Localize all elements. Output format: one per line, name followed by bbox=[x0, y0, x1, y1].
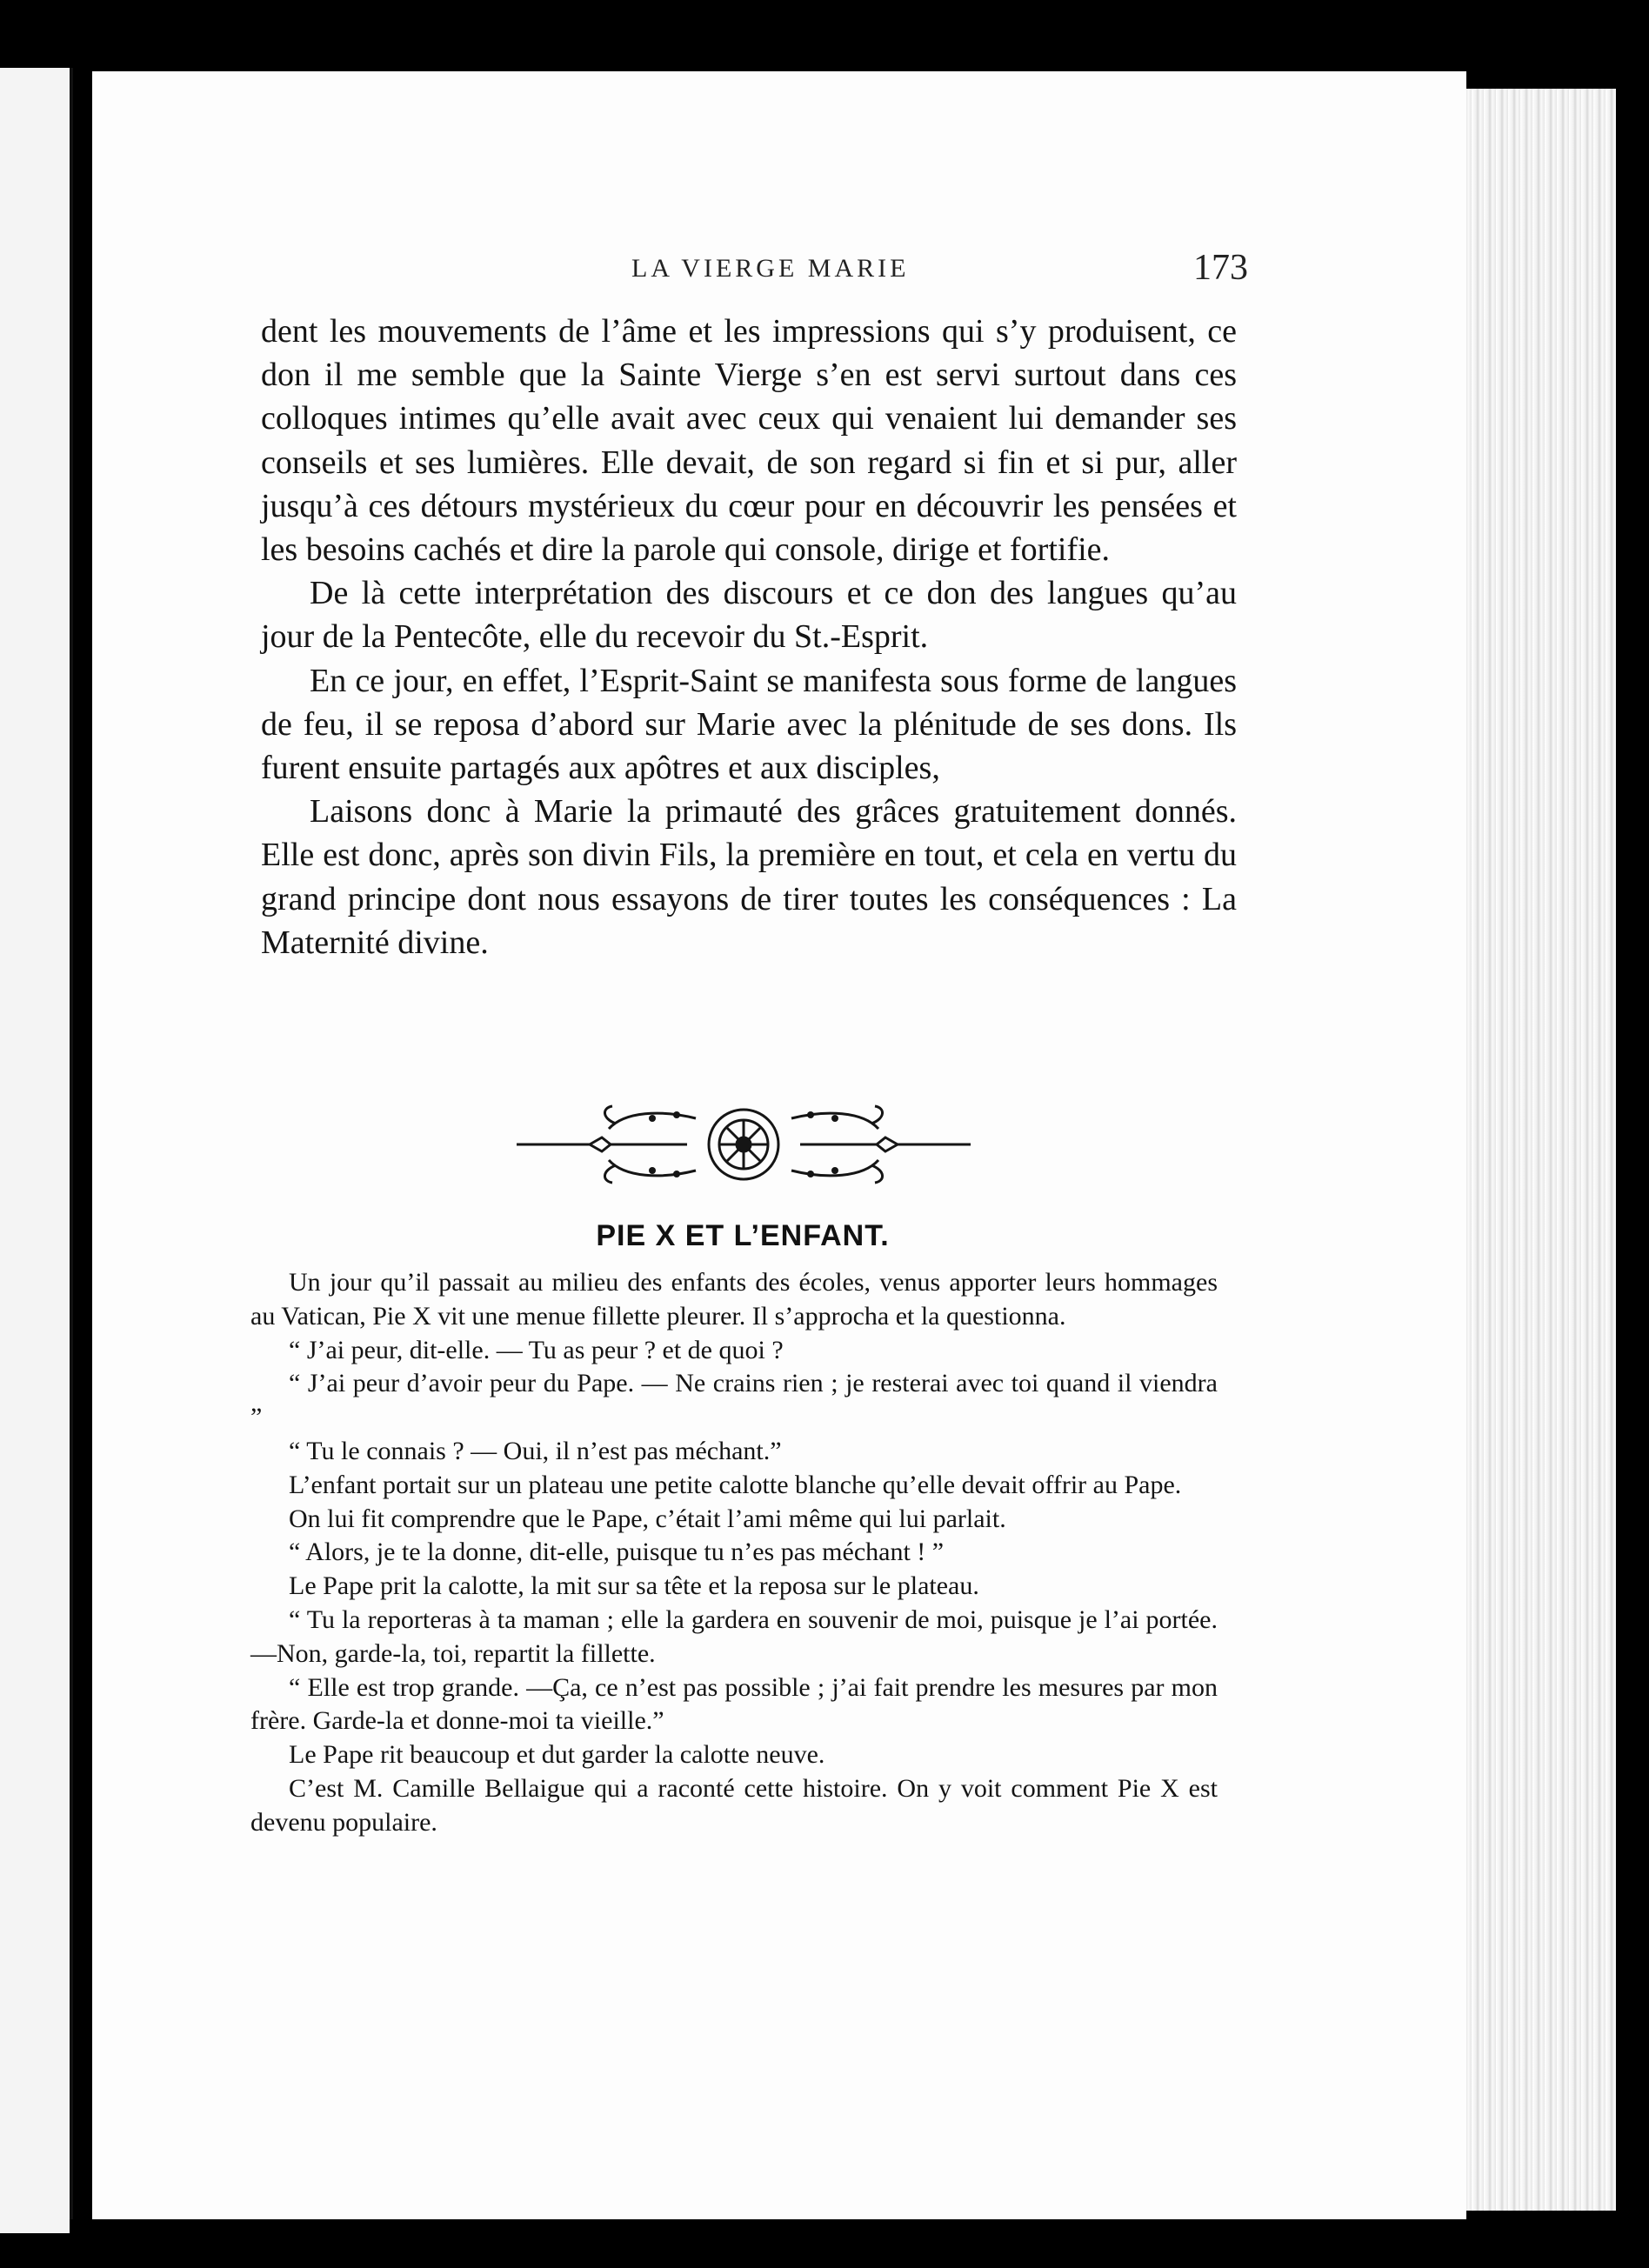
anecdote-paragraph-9: “ Tu la reporteras à ta maman ; elle la gardera en souvenir de moi, puisque je l’ai portée. —Non, garde-la, toi, repartit la fillette. bbox=[250, 1604, 1218, 1668]
body-paragraph-4: Laisons donc à Marie la primauté des grâces gratuitement donnés. Elle est donc, après son divin Fils, la première en tout, et cela en vertu du grand principe dont nous essayons de tirer toutes les conséquences : La Maternité divine. bbox=[261, 793, 1237, 961]
anecdote-paragraph-11: Le Pape rit beaucoup et dut garder la calotte neuve. bbox=[289, 1740, 825, 1770]
fleuron-ornament bbox=[513, 1097, 974, 1191]
page-number: 173 bbox=[1193, 248, 1248, 288]
section-title: PIE X ET L’ENFANT. bbox=[596, 1219, 890, 1252]
body-paragraph-3: En ce jour, en effet, l’Esprit-Saint se manifesta sous forme de langues de feu, il se reposa d’abord sur Marie avec la plénitude de ses dons. Ils furent ensuite partagés aux apôtres et aux disciples, bbox=[261, 662, 1237, 787]
anecdote-paragraph-10: “ Elle est trop grande. —Ça, ce n’est pas possible ; j’ai fait prendre les mesures par mon frère. Garde-la et donne-moi ta vieille.” bbox=[250, 1672, 1218, 1736]
running-head: LA VIERGE MARIE bbox=[631, 254, 910, 283]
anecdote-paragraph-12: C’est M. Camille Bellaigue qui a raconté cette histoire. On y voit comment Pie X est devenu populaire. bbox=[250, 1773, 1218, 1837]
body-paragraph-2: De là cette interprétation des discours et ce don des langues qu’au jour de la Pentecôte, elle du recevoir du St.-Esprit. bbox=[261, 575, 1237, 656]
anecdote-paragraph-3: “ J’ai peur d’avoir peur du Pape. — Ne crains rien ; je resterai avec toi quand il viendra ” bbox=[250, 1369, 1218, 1432]
anecdote-paragraph-1: Un jour qu’il passait au milieu des enfants des écoles, venus apporter leurs hommages au Vatican, Pie X vit une menue fillette pleurer. Il s’approcha et la questionna. bbox=[250, 1268, 1218, 1331]
anecdote-paragraph-8: Le Pape prit la calotte, la mit sur sa tête et la reposa sur le plateau. bbox=[289, 1571, 979, 1601]
page-stack-edges bbox=[1458, 89, 1616, 2211]
left-page-edge bbox=[0, 68, 73, 2233]
scan-bottom-edge bbox=[70, 2219, 1635, 2268]
anecdote-paragraph-4: “ Tu le connais ? — Oui, il n’est pas méchant.” bbox=[289, 1436, 782, 1465]
main-text bbox=[261, 310, 1237, 964]
anecdote-paragraph-6: On lui fit comprendre que le Pape, c’était l’ami même qui lui parlait. bbox=[289, 1504, 1006, 1533]
body-paragraph-1: dent les mouvements de l’âme et les impressions qui s’y produisent, ce don il me semble que la Sainte Vierge s’en est servi surtout dans ces colloques intimes qu’elle avait avec ceux qui venaient lui demander ses conseils et ses lumières. Elle devait, de son regard si fin et si pur, aller jusqu’à ces détours mystérieux du cœur pour en découvrir les pensées et les besoins cachés et dire la parole qui console, dirige et fortifie. bbox=[261, 313, 1237, 569]
anecdote-text bbox=[250, 1266, 1218, 1840]
anecdote-paragraph-2: “ J’ai peur, dit-elle. — Tu as peur ? et de quoi ? bbox=[289, 1335, 784, 1364]
anecdote-paragraph-7: “ Alors, je te la donne, dit-elle, puisque tu n’es pas méchant ! ” bbox=[289, 1538, 945, 1567]
anecdote-paragraph-5: L’enfant portait sur un plateau une petite calotte blanche qu’elle devait offrir au Pape. bbox=[289, 1470, 1182, 1499]
